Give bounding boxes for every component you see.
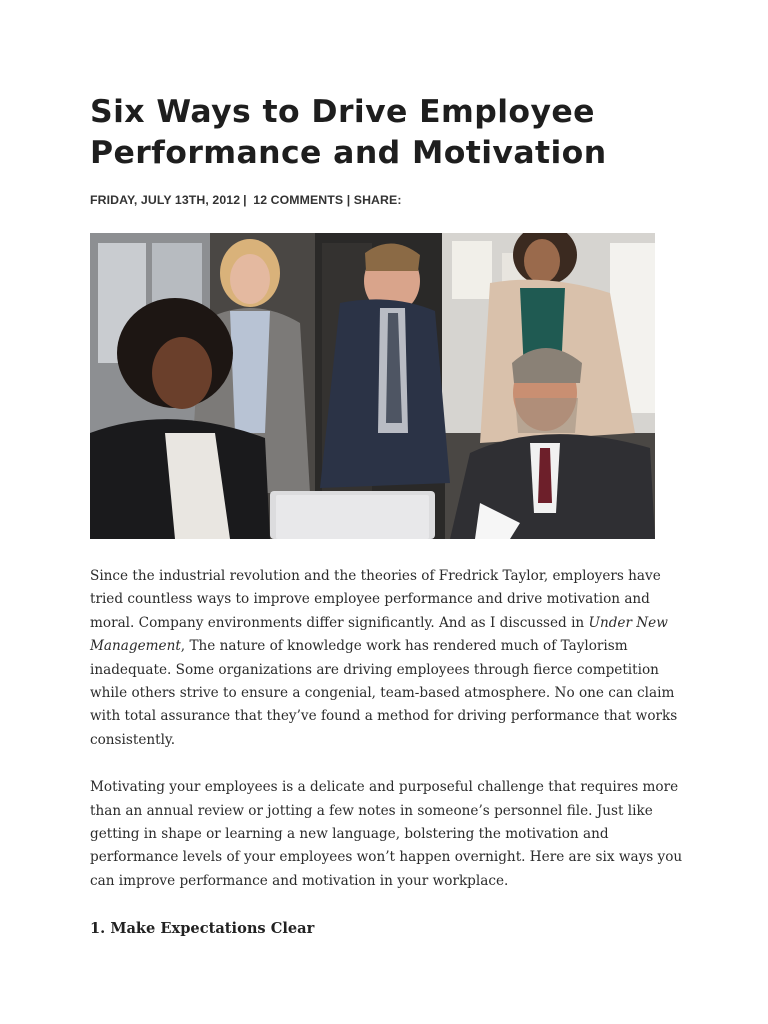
hero-photo [90, 233, 655, 539]
share-label[interactable]: | SHARE: [346, 193, 402, 207]
paragraph-2: Motivating your employees is a delicate and purposeful challenge that requires more than an annual review or jotting a few notes in someone’s personnel file. Just like getting in shape or learning a new language, bolstering the motivation and performance levels of your employees won’t happen overnight. Here are six ways you can improve performance and motivation in your workplace. [90, 779, 683, 889]
article-title [90, 92, 680, 174]
post-date: FRIDAY, JULY 13TH, 2012 [90, 193, 241, 207]
article [90, 92, 683, 941]
article-meta [90, 193, 680, 207]
comments-link[interactable]: 12 COMMENTS [253, 193, 344, 207]
paragraph-1-part-1: Since the industrial revolution and the theories of Fredrick Taylor, employers have tried countless ways to improve employee performance and drive motivation and moral. Company environments differ significantly. And as I discussed in [90, 568, 661, 631]
meta-separator: | [243, 193, 247, 207]
title-line-1: Six Ways to Drive Employee [90, 94, 595, 130]
paragraph-1-part-2: , The nature of knowledge work has rendered much of Taylorism inadequate. Some organizations are driving employees through fierce competition while others strive to ensure a congenial, team-based atmosphere. No one can claim with total assurance that they’ve found a method for driving performance that works consistently. [90, 638, 678, 748]
title-line-2: Performance and Motivation [90, 135, 607, 171]
article-body [90, 565, 685, 941]
paragraph-1 [90, 565, 685, 752]
under-new-management-link[interactable]: Under New Management [90, 614, 668, 655]
section-heading-1: 1. Make Expectations Clear [90, 920, 315, 938]
